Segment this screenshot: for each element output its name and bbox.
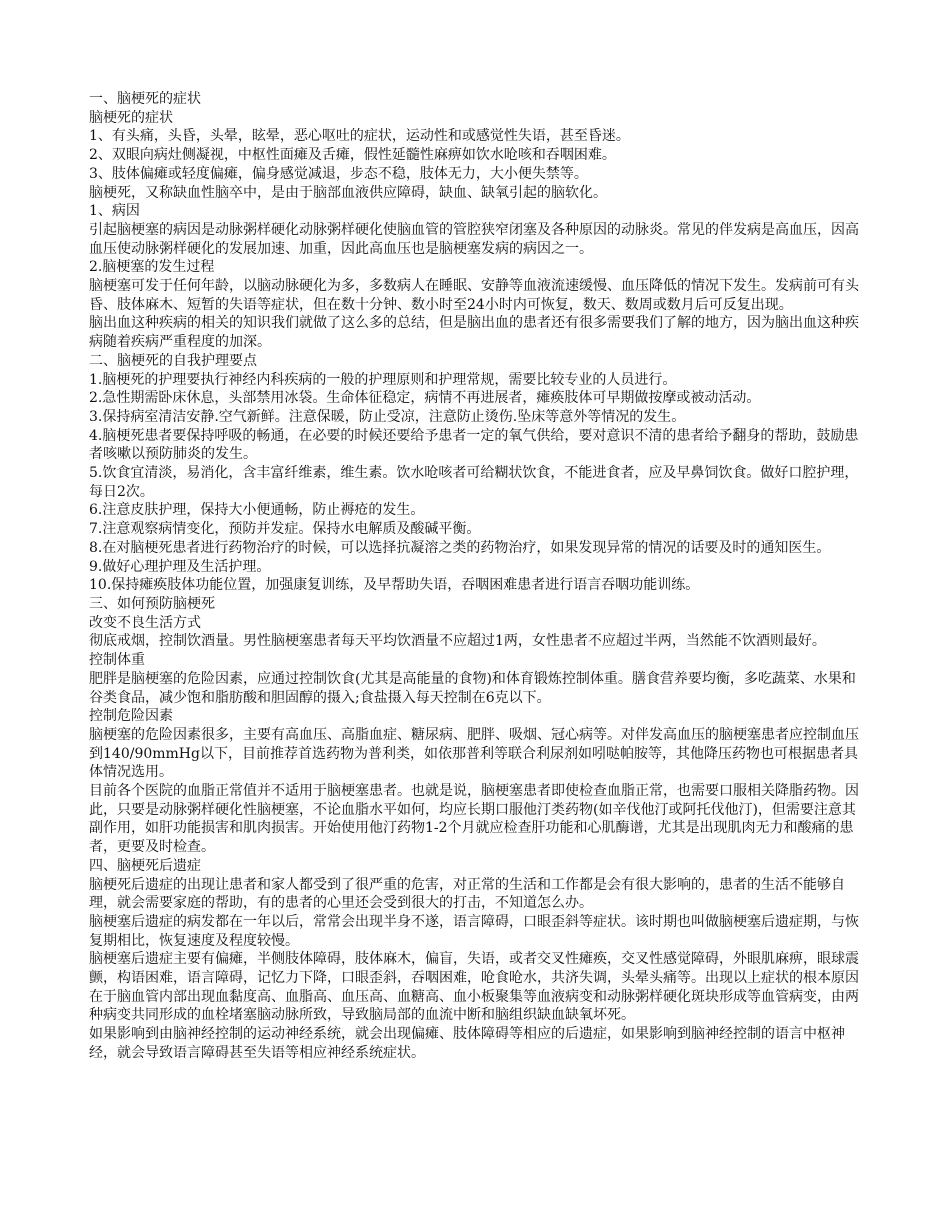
subheading-symptoms: 脑梗死的症状 — [89, 109, 173, 126]
subheading-lifestyle: 改变不良生活方式 — [89, 614, 201, 631]
subheading-cause: 1、病因 — [89, 203, 140, 220]
section-heading-sequelae: 四、脑梗死后遗症 — [89, 857, 201, 874]
paragraph: 脑梗塞可发于任何年龄，以脑动脉硬化为多，多数病人在睡眠、安静等血液流速缓慢、血压降低的情况下发生。发病前可有头昏、肢体麻木、短暂的失语等症状，但在数十分钟、数小时至24小时内可恢复，数天、数周或数月后可反复出现。 — [89, 278, 859, 313]
section-heading-self-care: 二、脑梗死的自我护理要点 — [89, 352, 257, 369]
paragraph: 9.做好心理护理及生活护理。 — [89, 558, 271, 575]
paragraph: 2.急性期需卧床休息，头部禁用冰袋。生命体征稳定，病情不再进展者，瘫痪肢体可早期做按摩或被动活动。 — [89, 390, 761, 407]
paragraph: 如果影响到由脑神经控制的运动神经系统，就会出现偏瘫、肢体障碍等相应的后遗症，如果影响到脑神经控制的语言中枢神经，就会导致语言障碍甚至失语等相应神经系统症状。 — [89, 1026, 845, 1061]
paragraph: 肥胖是脑梗塞的危险因素，应通过控制饮食(尤其是高能量的食物)和体育锻炼控制体重。膳食营养要均衡，多吃蔬菜、水果和谷类食品，减少饱和脂肪酸和胆固醇的摄入;食盐摄入每天控制在6克以下。 — [89, 670, 856, 706]
paragraph: 6.注意皮肤护理，保持大小便通畅，防止褥疮的发生。 — [89, 502, 425, 519]
subheading-weight: 控制体重 — [89, 652, 145, 669]
paragraph: 脑梗塞后遗症主要有偏瘫，半侧肢体障碍，肢体麻木，偏盲，失语，或者交叉性瘫痪，交叉性感觉障碍，外眼肌麻痹，眼球震颤，构语困难，语言障碍，记忆力下降，口眼歪斜，吞咽困难，呛食呛水，共济失调，头晕头痛等。出现以上症状的根本原因在于脑血管内部出现血黏度高、血脂高、血压高、血糖高、血小板聚集等血液病变和动脉粥样硬化斑块形成等血管病变，由两种病变共同形成的血栓堵塞脑动脉所致，导致脑局部的血流中断和脑组织缺血缺氧坏死。 — [89, 951, 859, 1024]
paragraph: 4.脑梗死患者要保持呼吸的畅通，在必要的时候还要给予患者一定的氧气供给，要对意识不清的患者给予翻身的帮助，鼓励患者咳嗽以预防肺炎的发生。 — [89, 427, 859, 463]
paragraph: 8.在对脑梗死患者进行药物治疗的时候，可以选择抗凝溶之类的药物治疗，如果发现异常的情况的话要及时的通知医生。 — [89, 539, 831, 556]
document-body — [89, 90, 859, 1063]
paragraph: 脑出血这种疾病的相关的知识我们就做了这么多的总结，但是脑出血的患者还有很多需要我们了解的地方，因为脑出血这种疾病随着疾病严重程度的加深。 — [89, 315, 859, 351]
paragraph: 3.保持病室清洁安静.空气新鲜。注意保暖，防止受凉，注意防止烫伤.坠床等意外等情况的发生。 — [89, 408, 686, 425]
paragraph: 引起脑梗塞的病因是动脉粥样硬化动脉粥样硬化使脑血管的管腔狭窄闭塞及各种原因的动脉炎。常见的伴发病是高血压，因高血压使动脉粥样硬化的发展加速、加重，因此高血压也是脑梗塞发病的病因之一。 — [89, 221, 859, 257]
subheading-process: 2.脑梗塞的发生过程 — [89, 259, 215, 276]
paragraph: 2、双眼向病灶侧凝视，中枢性面瘫及舌瘫，假性延髓性麻痹如饮水呛咳和吞咽困难。 — [89, 147, 616, 164]
paragraph: 彻底戒烟，控制饮酒量。男性脑梗塞患者每天平均饮酒量不应超过1两，女性患者不应超过半两，当然能不饮酒则最好。 — [89, 633, 826, 650]
paragraph: 脑梗死，又称缺血性脑卒中，是由于脑部血液供应障碍，缺血、缺氧引起的脑软化。 — [89, 184, 607, 201]
paragraph: 1、有头痛，头昏，头晕，眩晕，恶心呕吐的症状，运动性和或感觉性失语，甚至昏迷。 — [89, 128, 630, 145]
section-heading-symptoms: 一、脑梗死的症状 — [89, 91, 201, 107]
subheading-risk-factors: 控制危险因素 — [89, 708, 173, 725]
paragraph: 脑梗塞后遗症的病发都在一年以后，常常会出现半身不遂，语言障碍，口眼歪斜等症状。该时期也叫做脑梗塞后遗症期，与恢复期相比，恢复速度及程度较慢。 — [89, 913, 859, 949]
paragraph: 目前各个医院的血脂正常值并不适用于脑梗塞患者。也就是说，脑梗塞患者即使检查血脂正常，也需要口服相关降脂药物。因此，只要是动脉粥样硬化性脑梗塞，不论血脂水平如何，均应长期口服他汀类药物(如辛伐他汀或阿托伐他汀)，但需要注意其副作用，如肝功能损害和肌肉损害。开始使用他汀药物1-2个月就应检查肝功能和心肌酶谱，尤其是出现肌肉无力和酸痛的患者，更要及时检查。 — [89, 783, 859, 856]
paragraph: 1.脑梗死的护理要执行神经内科疾病的一般的护理原则和护理常规，需要比较专业的人员进行。 — [89, 371, 677, 388]
paragraph: 7.注意观察病情变化，预防并发症。保持水电解质及酸碱平衡。 — [89, 521, 481, 538]
paragraph: 5.饮食宜清淡，易消化，含丰富纤维素，维生素。饮水呛咳者可给糊状饮食，不能进食者，应及早鼻饲饮食。做好口腔护理，每日2次。 — [89, 465, 859, 500]
paragraph: 3、肢体偏瘫或轻度偏瘫，偏身感觉减退，步态不稳，肢体无力，大小便失禁等。 — [89, 165, 588, 182]
paragraph: 脑梗死后遗症的出现让患者和家人都受到了很严重的危害，对正常的生活和工作都是会有很大影响的，患者的生活不能够自理，就会需要家庭的帮助，有的患者的心里还会受到很大的打击，不知道怎么办。 — [89, 876, 845, 912]
paragraph: 脑梗塞的危险因素很多，主要有高血压、高脂血症、糖尿病、肥胖、吸烟、冠心病等。对伴发高血压的脑梗塞患者应控制血压到140/90mmHg以下，目前推荐首选药物为普利类，如依那普利等联合利尿剂如吲哒帕胺等，其他降压药物也可根据患者具体情况选用。 — [89, 726, 859, 781]
section-heading-prevention: 三、如何预防脑梗死 — [89, 595, 215, 612]
paragraph: 10.保持瘫痪肢体功能位置，加强康复训练，及早帮助失语，吞咽困难患者进行语言吞咽功能训练。 — [89, 577, 700, 594]
